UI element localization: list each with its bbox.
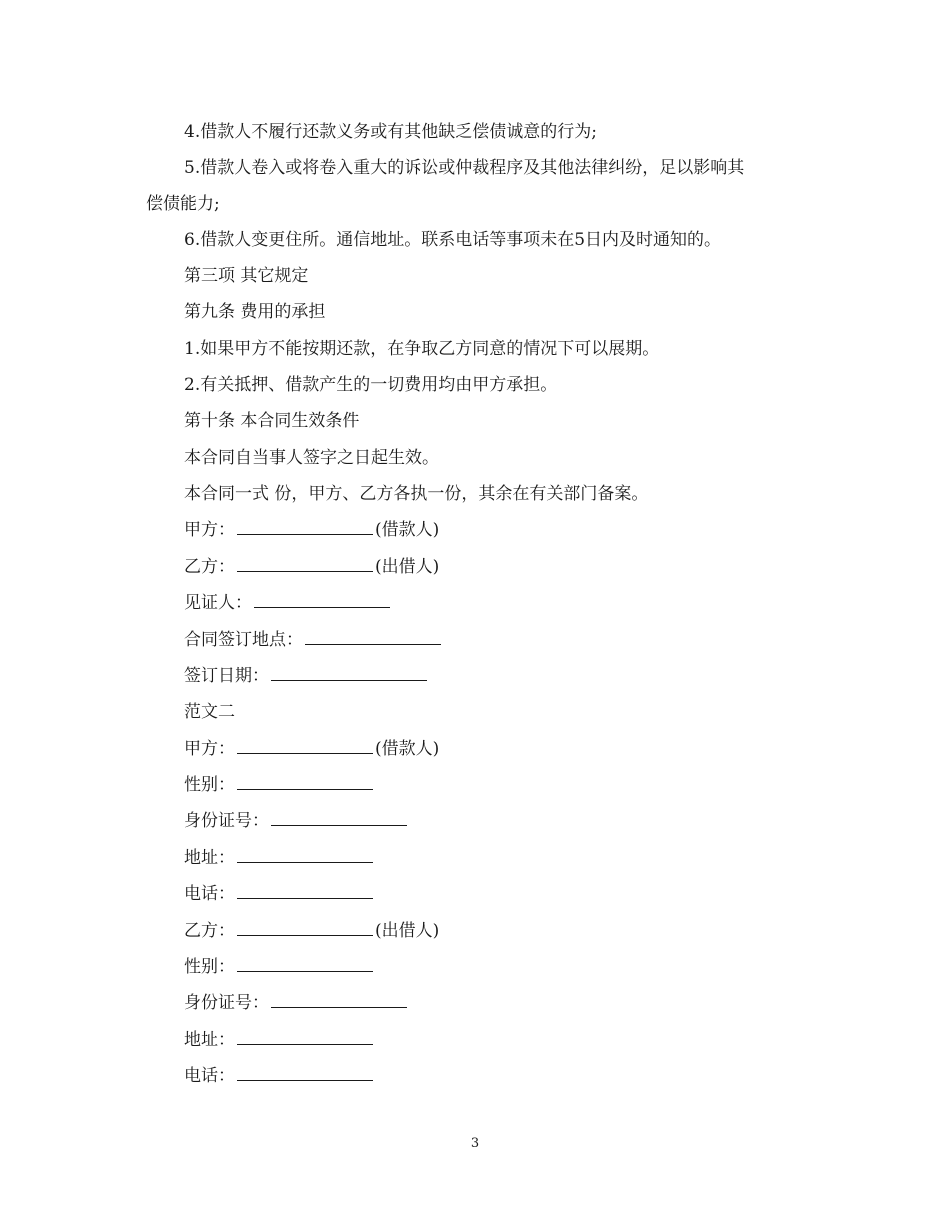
sample-two-title: 范文二 <box>184 702 235 722</box>
field-label: 甲方： <box>184 520 235 540</box>
field-suffix: (借款人) <box>375 739 440 759</box>
signature-field-witness <box>184 592 392 614</box>
blank-line <box>271 992 407 1008</box>
party-a-id-field <box>184 810 409 832</box>
field-label: 身份证号： <box>184 811 269 831</box>
blank-line <box>237 738 373 754</box>
field-suffix: (出借人) <box>375 557 440 577</box>
blank-line <box>305 629 441 645</box>
article-heading-9: 第九条 费用的承担 <box>184 302 326 322</box>
blank-line <box>237 956 373 972</box>
field-label: 身份证号： <box>184 993 269 1013</box>
blank-line <box>237 847 373 863</box>
blank-line <box>271 810 407 826</box>
blank-line <box>237 774 373 790</box>
paragraph-item-6: 6.借款人变更住所。通信地址。联系电话等事项未在5日内及时通知的。 <box>184 230 722 250</box>
field-label: 性别： <box>184 957 235 977</box>
party-a-gender-field <box>184 774 375 796</box>
blank-line <box>237 920 373 936</box>
blank-line <box>237 883 373 899</box>
copies-clause: 本合同一式 份，甲方、乙方各执一份，其余在有关部门备案。 <box>184 484 649 504</box>
blank-line <box>271 665 427 681</box>
signature-field-date <box>184 665 429 687</box>
paragraph-item-5: 5.借款人卷入或将卷入重大的诉讼或仲裁程序及其他法律纠纷，足以影响其 <box>184 158 745 178</box>
party-b-id-field <box>184 992 409 1014</box>
field-label: 签订日期： <box>184 666 269 686</box>
field-label: 乙方： <box>184 557 235 577</box>
field-label: 见证人： <box>184 593 252 613</box>
blank-line <box>237 1029 373 1045</box>
blank-line <box>254 592 390 608</box>
signature-field-party-a <box>184 519 439 541</box>
blank-line <box>237 1065 373 1081</box>
effective-clause: 本合同自当事人签字之日起生效。 <box>184 448 439 468</box>
party-a-address-field <box>184 847 375 869</box>
party-b-phone-field <box>184 1065 375 1087</box>
field-label: 乙方： <box>184 921 235 941</box>
field-label: 甲方： <box>184 739 235 759</box>
party-a-name-field <box>184 738 439 760</box>
section-heading-3: 第三项 其它规定 <box>184 266 309 286</box>
article-9-item-2: 2.有关抵押、借款产生的一切费用均由甲方承担。 <box>184 375 558 395</box>
field-suffix: (借款人) <box>375 520 440 540</box>
party-b-gender-field <box>184 956 375 978</box>
field-label: 地址： <box>184 848 235 868</box>
field-label: 电话： <box>184 1066 235 1086</box>
field-label: 性别： <box>184 775 235 795</box>
signature-field-location <box>184 629 443 651</box>
blank-line <box>237 556 373 572</box>
paragraph-item-5-continued: 偿债能力; <box>146 194 220 214</box>
article-heading-10: 第十条 本合同生效条件 <box>184 411 360 431</box>
party-b-address-field <box>184 1029 375 1051</box>
article-9-item-1: 1.如果甲方不能按期还款，在争取乙方同意的情况下可以展期。 <box>184 339 660 359</box>
field-label: 合同签订地点： <box>184 630 303 650</box>
party-a-phone-field <box>184 883 375 905</box>
signature-field-party-b <box>184 556 439 578</box>
field-label: 地址： <box>184 1030 235 1050</box>
field-suffix: (出借人) <box>375 921 440 941</box>
blank-line <box>237 519 373 535</box>
field-label: 电话： <box>184 884 235 904</box>
page-number: 3 <box>470 1136 480 1151</box>
party-b-name-field <box>184 920 439 942</box>
paragraph-item-4: 4.借款人不履行还款义务或有其他缺乏偿债诚意的行为; <box>184 122 597 142</box>
